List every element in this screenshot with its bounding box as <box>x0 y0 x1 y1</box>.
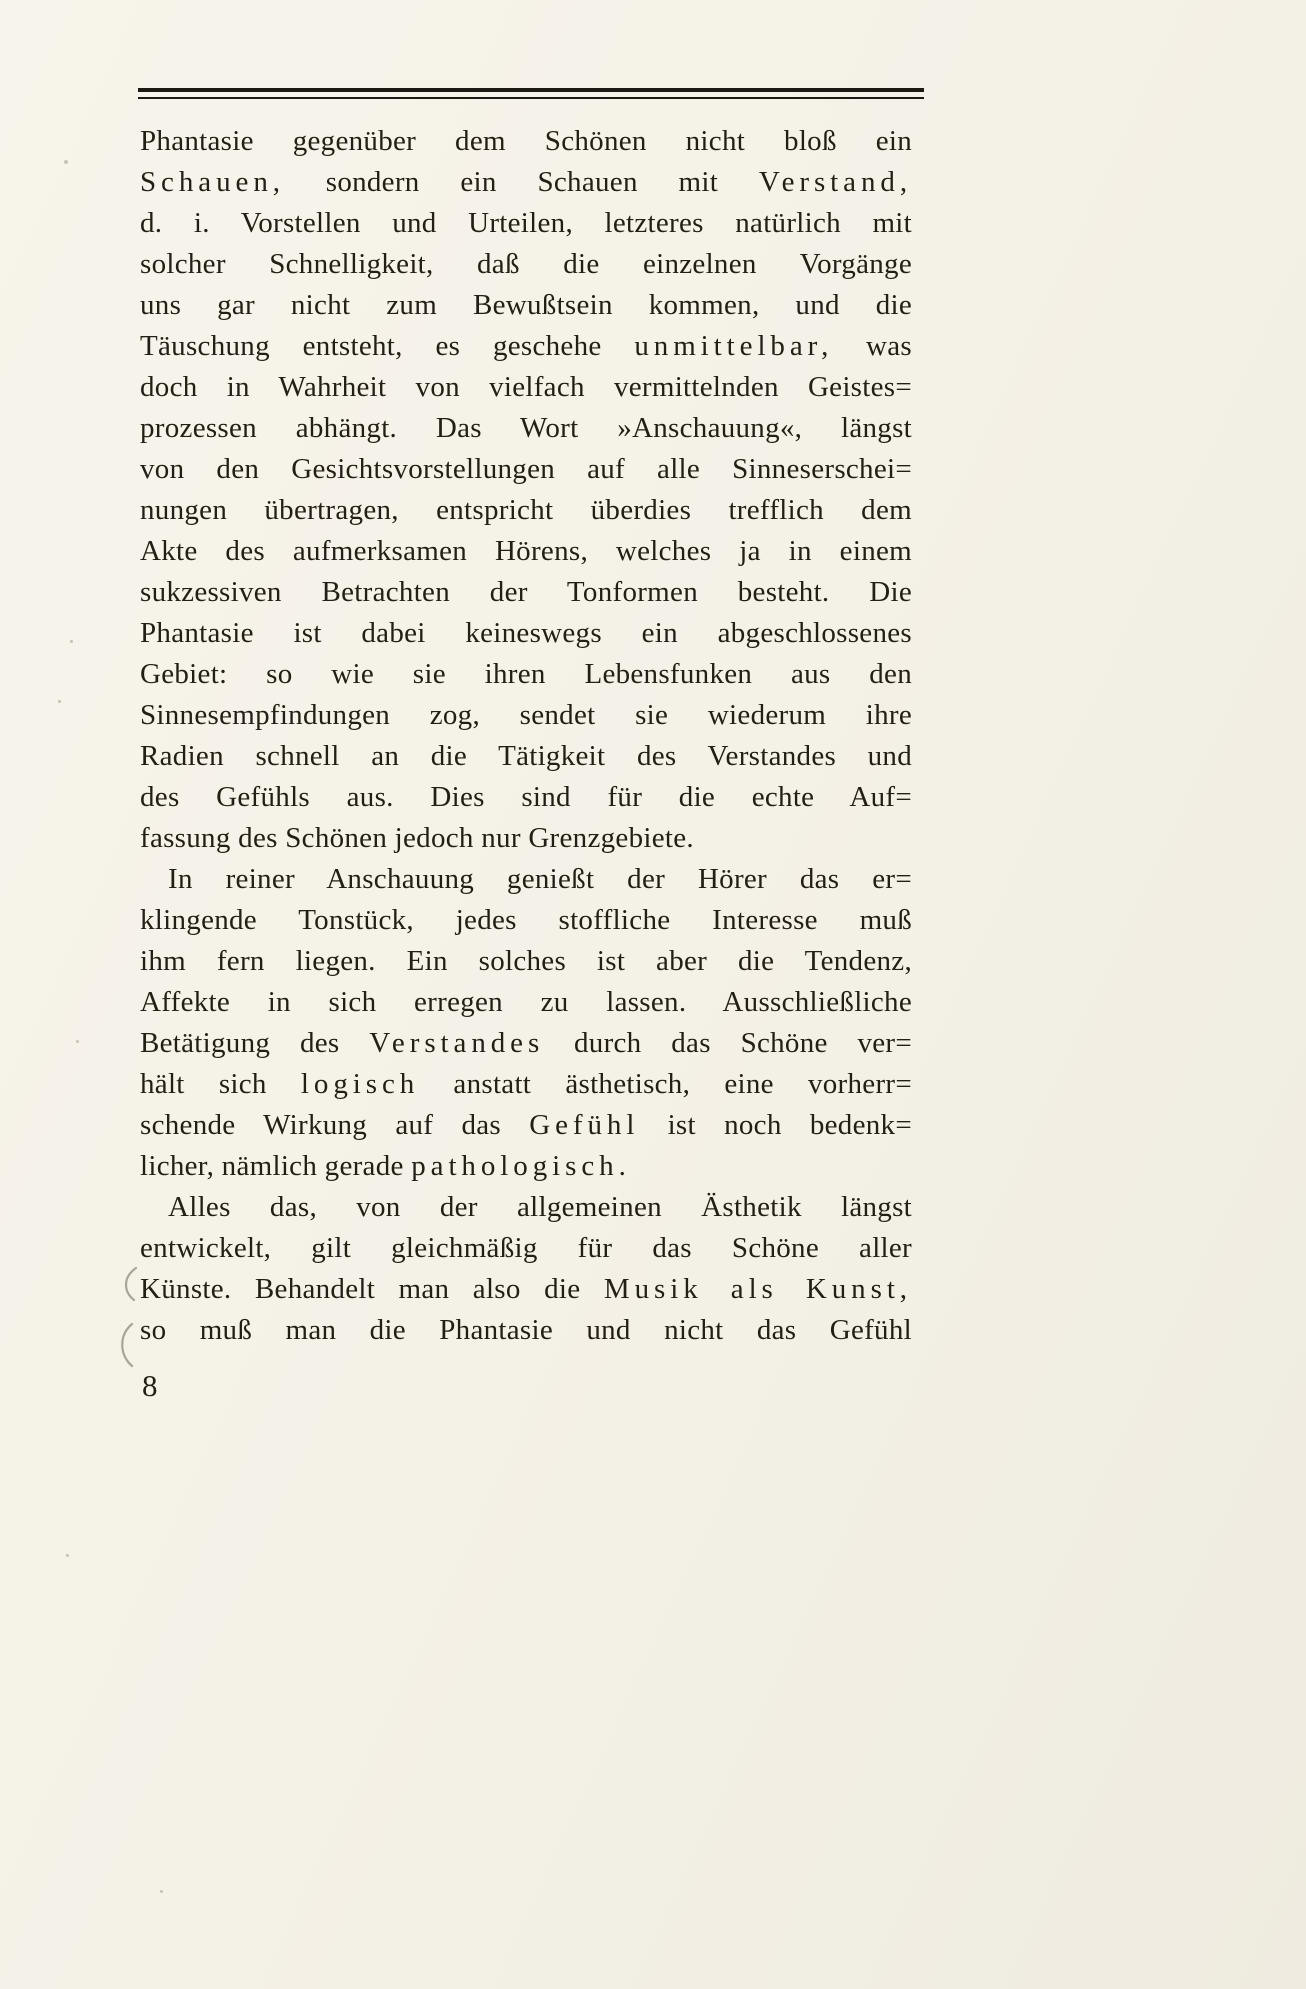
text-line <box>140 859 912 900</box>
text-line <box>140 1269 912 1310</box>
text-line <box>140 695 912 736</box>
body-text: sondern ein Schauen mit <box>284 166 759 198</box>
body-text: Phantasie ist dabei keineswegs ein abgeschlossenes <box>140 617 912 649</box>
emphasized-text: Schauen, <box>140 166 285 198</box>
body-text: Gebiet: so wie sie ihren Lebensfunken aus den <box>140 658 912 690</box>
text-line <box>140 818 912 859</box>
body-text: sukzessiven Betrachten der Tonformen besteht. Die <box>140 576 912 608</box>
emphasized-text: Musik als Kunst, <box>603 1273 912 1305</box>
text-line <box>140 121 912 162</box>
body-text: hält sich <box>140 1068 301 1100</box>
body-text: doch in Wahrheit von vielfach vermittelnden Geistes= <box>140 371 912 403</box>
text-line <box>140 654 912 695</box>
body-text: Alles das, von der allgemeinen Ästhetik längst <box>168 1191 912 1223</box>
text-line <box>140 1187 912 1228</box>
body-text: ist noch bedenk= <box>639 1109 912 1141</box>
paper-speck <box>66 1554 69 1557</box>
paper-speck <box>70 640 73 643</box>
body-text: Radien schnell an die Tätigkeit des Verstandes und <box>140 740 912 772</box>
body-text: nungen übertragen, entspricht überdies trefflich dem <box>140 494 912 526</box>
text-line <box>140 1310 912 1351</box>
text-line <box>140 449 912 490</box>
text-line <box>140 613 912 654</box>
emphasized-text: Verstandes <box>369 1027 545 1059</box>
text-line <box>140 736 912 777</box>
emphasized-text: Verstand, <box>758 166 912 198</box>
text-line <box>140 941 912 982</box>
body-text: durch das Schöne ver= <box>544 1027 913 1059</box>
pencil-margin-mark <box>110 1262 150 1372</box>
paper-speck <box>58 700 61 703</box>
body-text: solcher Schnelligkeit, daß die einzelnen Vorgänge <box>140 248 912 280</box>
text-line <box>140 1023 912 1064</box>
paper-speck <box>64 160 68 164</box>
body-text: klingende Tonstück, jedes stoffliche Interesse muß <box>140 904 912 936</box>
body-text: Täuschung entsteht, es geschehe <box>140 330 635 362</box>
emphasized-text: logisch <box>300 1068 420 1100</box>
text-line <box>140 326 912 367</box>
text-line <box>140 1146 912 1187</box>
text-block <box>140 121 912 1351</box>
text-line <box>140 777 912 818</box>
text-line <box>140 367 912 408</box>
body-text: Phantasie gegenüber dem Schönen nicht bloß ein <box>140 125 912 157</box>
body-text: fassung des Schönen jedoch nur Grenzgebiete. <box>140 822 694 854</box>
body-text: Akte des aufmerksamen Hörens, welches ja in einem <box>140 535 912 567</box>
text-line <box>140 162 912 203</box>
text-line <box>140 285 912 326</box>
body-text: In reiner Anschauung genießt der Hörer das er= <box>168 863 912 895</box>
text-line <box>140 244 912 285</box>
body-text: uns gar nicht zum Bewußtsein kommen, und die <box>140 289 912 321</box>
text-line <box>140 1228 912 1269</box>
body-text: so muß man die Phantasie und nicht das Gefühl <box>140 1314 912 1346</box>
body-text: d. i. Vorstellen und Urteilen, letzteres natürlich mit <box>140 207 912 239</box>
body-text: was <box>833 330 913 362</box>
body-text: Affekte in sich erregen zu lassen. Ausschließliche <box>140 986 912 1018</box>
body-text: Künste. Behandelt man also die <box>140 1273 604 1305</box>
body-text: Sinnesempfindungen zog, sendet sie wiederum ihre <box>140 699 912 731</box>
paper-speck <box>76 1040 79 1043</box>
body-text: Betätigung des <box>140 1027 370 1059</box>
text-line <box>140 572 912 613</box>
text-line <box>140 982 912 1023</box>
text-line <box>140 1064 912 1105</box>
body-text: entwickelt, gilt gleichmäßig für das Schöne aller <box>140 1232 912 1264</box>
text-line <box>140 203 912 244</box>
emphasized-text: Gefühl <box>529 1109 640 1141</box>
body-text: prozessen abhängt. Das Wort »Anschauung«, längst <box>140 412 912 444</box>
body-text: licher, nämlich gerade <box>140 1150 412 1182</box>
text-line <box>140 900 912 941</box>
body-text: schende Wirkung auf das <box>140 1109 530 1141</box>
paper-speck <box>160 1890 163 1893</box>
body-text: anstatt ästhetisch, eine vorherr= <box>419 1068 912 1100</box>
body-text: ihm fern liegen. Ein solches ist aber die Tendenz, <box>140 945 912 977</box>
emphasized-text: pathologisch. <box>411 1150 631 1182</box>
page-number: 8 <box>142 1368 158 1403</box>
emphasized-text: unmittelbar, <box>634 330 834 362</box>
text-line <box>140 408 912 449</box>
text-line <box>140 531 912 572</box>
text-line <box>140 1105 912 1146</box>
body-text: von den Gesichtsvorstellungen auf alle Sinneserschei= <box>140 453 912 485</box>
top-double-rule <box>138 88 924 99</box>
body-text: des Gefühls aus. Dies sind für die echte Auf= <box>140 781 912 813</box>
text-line <box>140 490 912 531</box>
